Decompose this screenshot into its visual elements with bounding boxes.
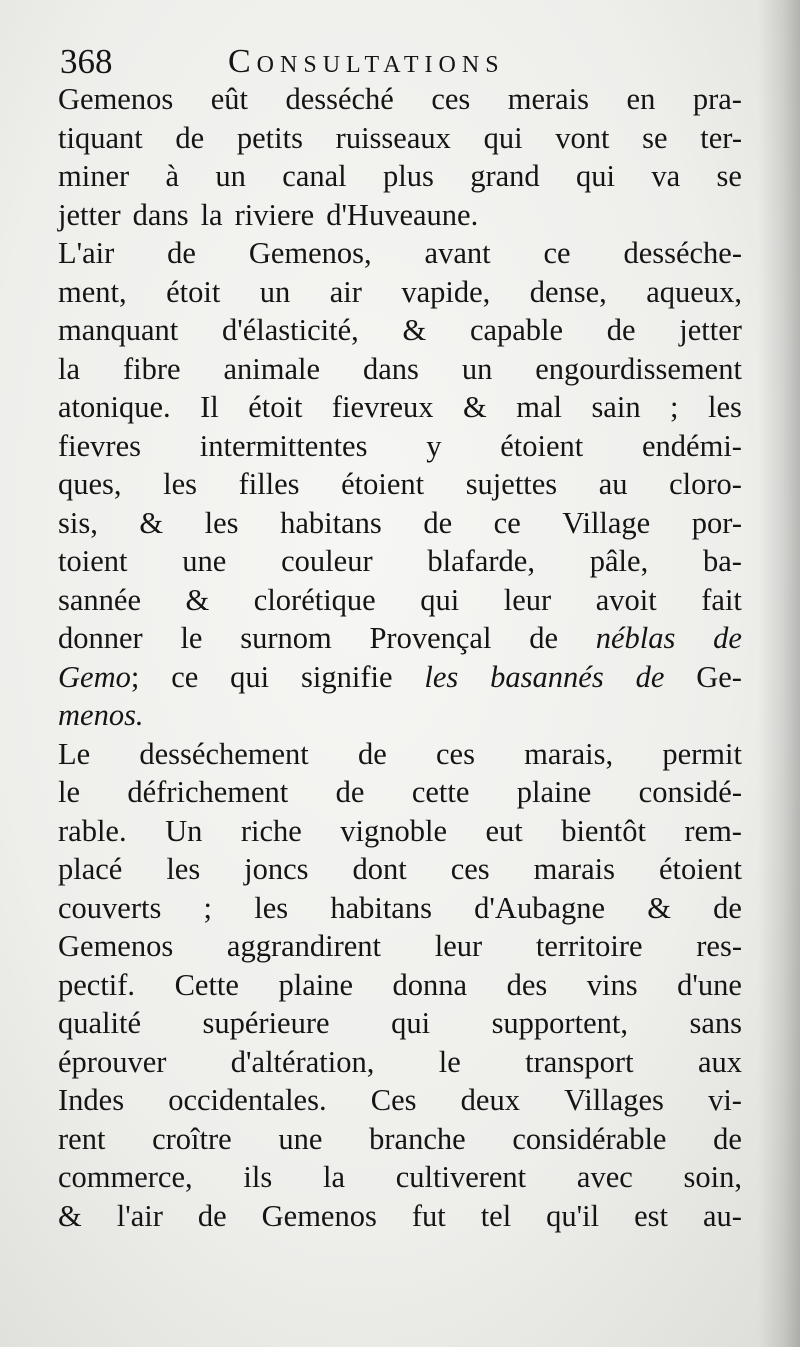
word: d'élasticité,	[222, 313, 359, 347]
word: rem-	[684, 813, 742, 848]
word: placé	[58, 852, 123, 886]
word: couleur	[281, 544, 373, 578]
text-line	[58, 1081, 742, 1120]
word: de	[713, 621, 742, 655]
text-line	[58, 773, 742, 812]
word: avant	[424, 236, 491, 270]
word: considé-	[638, 775, 742, 809]
word: néblas	[595, 621, 676, 655]
word: étoit	[166, 274, 221, 309]
word: d'altération,	[230, 1044, 375, 1079]
word: capable	[469, 313, 564, 347]
word: Ces	[370, 1083, 417, 1117]
word: Gemenos,	[248, 236, 372, 270]
word: d'Huveaune.	[326, 197, 479, 232]
word: les	[204, 505, 239, 540]
word: le	[180, 621, 203, 655]
word: mal	[516, 390, 562, 424]
word: fait	[701, 582, 742, 617]
word: de	[423, 505, 453, 540]
word: qui	[420, 582, 460, 617]
word: sain	[591, 390, 641, 424]
word: couverts	[58, 890, 162, 925]
word: un	[215, 159, 246, 193]
word: ques,	[58, 467, 122, 501]
word: sis,	[58, 505, 98, 540]
word: Cette	[174, 967, 239, 1002]
text-line	[58, 119, 742, 158]
word: territoire	[535, 929, 643, 963]
word: menos.	[58, 698, 144, 732]
word: rable.	[58, 813, 127, 848]
word: endémi-	[642, 428, 742, 463]
word: les	[254, 890, 289, 925]
word: la	[322, 1160, 345, 1194]
word: en	[626, 82, 656, 116]
text-line	[58, 1197, 742, 1236]
word: de	[713, 890, 742, 925]
word: fut	[411, 1198, 446, 1233]
text-line	[58, 889, 742, 928]
word: de	[635, 659, 665, 694]
word: les	[163, 467, 197, 501]
word: l'air	[116, 1198, 163, 1233]
text-line	[58, 157, 742, 196]
text-line	[58, 1158, 742, 1197]
word: vont	[555, 120, 610, 155]
text-line	[58, 735, 742, 774]
word: ;	[670, 390, 679, 424]
word: aux	[697, 1044, 742, 1079]
word: &	[139, 505, 164, 540]
word: &	[185, 582, 210, 617]
word: clorétique	[253, 582, 376, 617]
text-line	[58, 273, 742, 312]
text-line	[58, 966, 742, 1005]
word: qui	[483, 120, 523, 155]
word: étoit	[248, 390, 303, 424]
word: Gemenos	[58, 82, 174, 116]
text-line	[58, 388, 742, 427]
word: desséche-	[623, 236, 742, 270]
word: rent	[58, 1121, 106, 1156]
text-line	[58, 234, 742, 273]
body-text	[58, 80, 742, 1235]
word: desséché	[285, 82, 394, 116]
text-line	[58, 311, 742, 350]
word: Provençal	[369, 621, 492, 655]
text-line	[58, 504, 742, 543]
word: de	[197, 1198, 227, 1233]
text-line	[58, 658, 742, 697]
word: eût	[210, 82, 248, 116]
word: qui	[391, 1006, 431, 1040]
word: au-	[702, 1198, 742, 1233]
word: qu'il	[546, 1198, 600, 1233]
word: signifie	[301, 659, 393, 694]
text-line	[58, 1043, 742, 1082]
word: cultiverent	[395, 1160, 527, 1194]
word: cloro-	[669, 467, 742, 501]
word: Village	[562, 505, 651, 540]
word: plaine	[516, 775, 592, 809]
word: est	[634, 1198, 668, 1233]
word: de	[335, 775, 365, 809]
text-line	[58, 812, 742, 851]
text-line	[58, 196, 742, 235]
text-line	[58, 1004, 742, 1043]
word: pectif.	[58, 967, 136, 1002]
word: Gemenos	[58, 929, 174, 963]
word: qualité	[58, 1006, 141, 1040]
word: un	[461, 351, 493, 386]
word: les	[708, 390, 742, 424]
word: qui	[576, 159, 615, 193]
word: marais,	[524, 736, 614, 771]
word: animale	[223, 351, 321, 386]
word: croître	[152, 1121, 232, 1156]
word: avoit	[595, 582, 657, 617]
word: joncs	[244, 852, 309, 886]
word: de	[167, 236, 196, 270]
text-line	[58, 696, 742, 735]
word: Il	[200, 390, 219, 424]
word: res-	[696, 929, 742, 963]
text-line	[58, 80, 742, 119]
word: fievres	[58, 428, 141, 463]
word: aggrandirent	[226, 929, 382, 963]
word: pra-	[692, 82, 742, 116]
word: jetter	[58, 197, 121, 232]
word: &	[58, 1198, 82, 1233]
word: se	[642, 120, 668, 155]
word: vi-	[708, 1083, 742, 1117]
word: d'Aubagne	[474, 890, 606, 925]
text-line	[58, 1120, 742, 1159]
word: tiquant	[58, 120, 143, 155]
word: Villages	[564, 1083, 664, 1117]
word: canal	[282, 159, 347, 193]
text-line	[58, 465, 742, 504]
word: y	[426, 428, 442, 463]
word: vignoble	[340, 813, 447, 848]
word: les	[424, 659, 459, 694]
word: une	[278, 1121, 323, 1156]
word: grand	[470, 159, 540, 193]
word: ce	[171, 659, 199, 694]
word: L'air	[58, 236, 115, 270]
word: à	[165, 159, 180, 193]
running-head: Consultations	[228, 43, 505, 80]
word: Ge-	[696, 659, 742, 694]
word: manquant	[58, 313, 179, 347]
word: ruisseaux	[335, 120, 451, 155]
word: petits	[236, 120, 303, 155]
word: le	[58, 775, 81, 809]
word: transport	[525, 1044, 634, 1079]
word: d'une	[677, 967, 742, 1002]
word: atonique.	[58, 390, 171, 424]
word: commerce,	[58, 1160, 193, 1194]
word: vins	[586, 967, 638, 1002]
word: la	[200, 197, 223, 232]
word: de	[175, 120, 205, 155]
word: jetter	[679, 313, 742, 347]
word: dans	[132, 197, 189, 232]
word: riche	[240, 813, 302, 848]
word: la	[58, 351, 81, 386]
word: un	[259, 274, 291, 309]
word: de	[713, 1121, 742, 1156]
word: ce	[543, 236, 571, 270]
word: donna	[392, 967, 468, 1002]
word: basannés	[490, 659, 604, 694]
word: Gemenos	[261, 1198, 377, 1233]
word: Le	[58, 736, 91, 771]
word: blafarde,	[427, 544, 535, 578]
word: supportent,	[491, 1006, 628, 1040]
word: étoient	[658, 852, 742, 886]
word: dont	[352, 852, 407, 886]
word: por-	[691, 505, 742, 540]
word: fievreux	[331, 390, 434, 424]
text-line	[58, 350, 742, 389]
word: qui	[230, 659, 270, 694]
word: étoient	[341, 467, 425, 501]
word: Gemo;	[58, 659, 140, 694]
word: éprouver	[58, 1044, 167, 1079]
text-line	[58, 427, 742, 466]
word: dense,	[529, 274, 607, 309]
word: au	[598, 467, 628, 501]
word: branche	[369, 1121, 466, 1156]
word: des	[506, 967, 548, 1002]
text-line	[58, 619, 742, 658]
word: une	[182, 544, 227, 578]
word: eut	[485, 813, 523, 848]
word: de	[529, 621, 558, 655]
word: plaine	[278, 967, 353, 1002]
word: miner	[58, 159, 130, 193]
word: habitans	[330, 890, 432, 925]
word: plus	[382, 159, 434, 193]
word: ment,	[58, 274, 127, 309]
word: occidentales.	[168, 1083, 327, 1117]
word: sans	[689, 1006, 742, 1040]
word: bientôt	[561, 813, 646, 848]
word: supérieure	[202, 1006, 330, 1040]
word: ba-	[703, 544, 742, 578]
word: desséchement	[139, 736, 309, 771]
word: sannée	[58, 582, 141, 617]
word: considérable	[512, 1121, 667, 1156]
word: le	[438, 1044, 461, 1079]
word: intermittentes	[199, 428, 368, 463]
word: riviere	[234, 197, 315, 232]
word: les	[166, 852, 201, 886]
word: donner	[58, 621, 143, 655]
word: toient	[58, 544, 128, 578]
text-line	[58, 581, 742, 620]
word: ces	[436, 736, 475, 771]
word: va	[651, 159, 681, 193]
word: ces	[450, 852, 490, 886]
page-edge-shadow	[758, 0, 800, 1347]
word: dans	[362, 351, 419, 386]
word: &	[647, 890, 671, 925]
word: soin,	[683, 1160, 742, 1194]
word: Un	[165, 813, 203, 848]
word: &	[402, 313, 427, 347]
word: engourdissement	[535, 351, 742, 386]
word: Indes	[58, 1083, 125, 1117]
word: ;	[203, 890, 213, 925]
word: ces	[431, 82, 471, 116]
word: ce	[493, 505, 521, 540]
text-line	[58, 927, 742, 966]
text-line	[58, 850, 742, 889]
word: sujettes	[465, 467, 558, 501]
word: vapide,	[401, 274, 491, 309]
text-line	[58, 542, 742, 581]
page-number: 368	[60, 42, 113, 81]
word: air	[329, 274, 362, 309]
word: leur	[503, 582, 552, 617]
word: ter-	[700, 120, 742, 155]
word: leur	[434, 929, 483, 963]
word: ils	[243, 1160, 273, 1194]
word: de	[606, 313, 636, 347]
word: se	[716, 159, 742, 193]
word: pâle,	[589, 544, 649, 578]
word: de	[357, 736, 387, 771]
word: tel	[480, 1198, 512, 1233]
word: fibre	[122, 351, 181, 386]
word: habitans	[280, 505, 382, 540]
word: cette	[411, 775, 470, 809]
word: filles	[238, 467, 300, 501]
word: permit	[662, 736, 742, 771]
word: avec	[576, 1160, 633, 1194]
word: &	[463, 390, 487, 424]
word: marais	[533, 852, 615, 886]
word: surnom	[240, 621, 332, 655]
word: défrichement	[127, 775, 289, 809]
word: deux	[460, 1083, 520, 1117]
word: aqueux,	[646, 274, 742, 309]
word: merais	[507, 82, 590, 116]
word: étoient	[500, 428, 584, 463]
